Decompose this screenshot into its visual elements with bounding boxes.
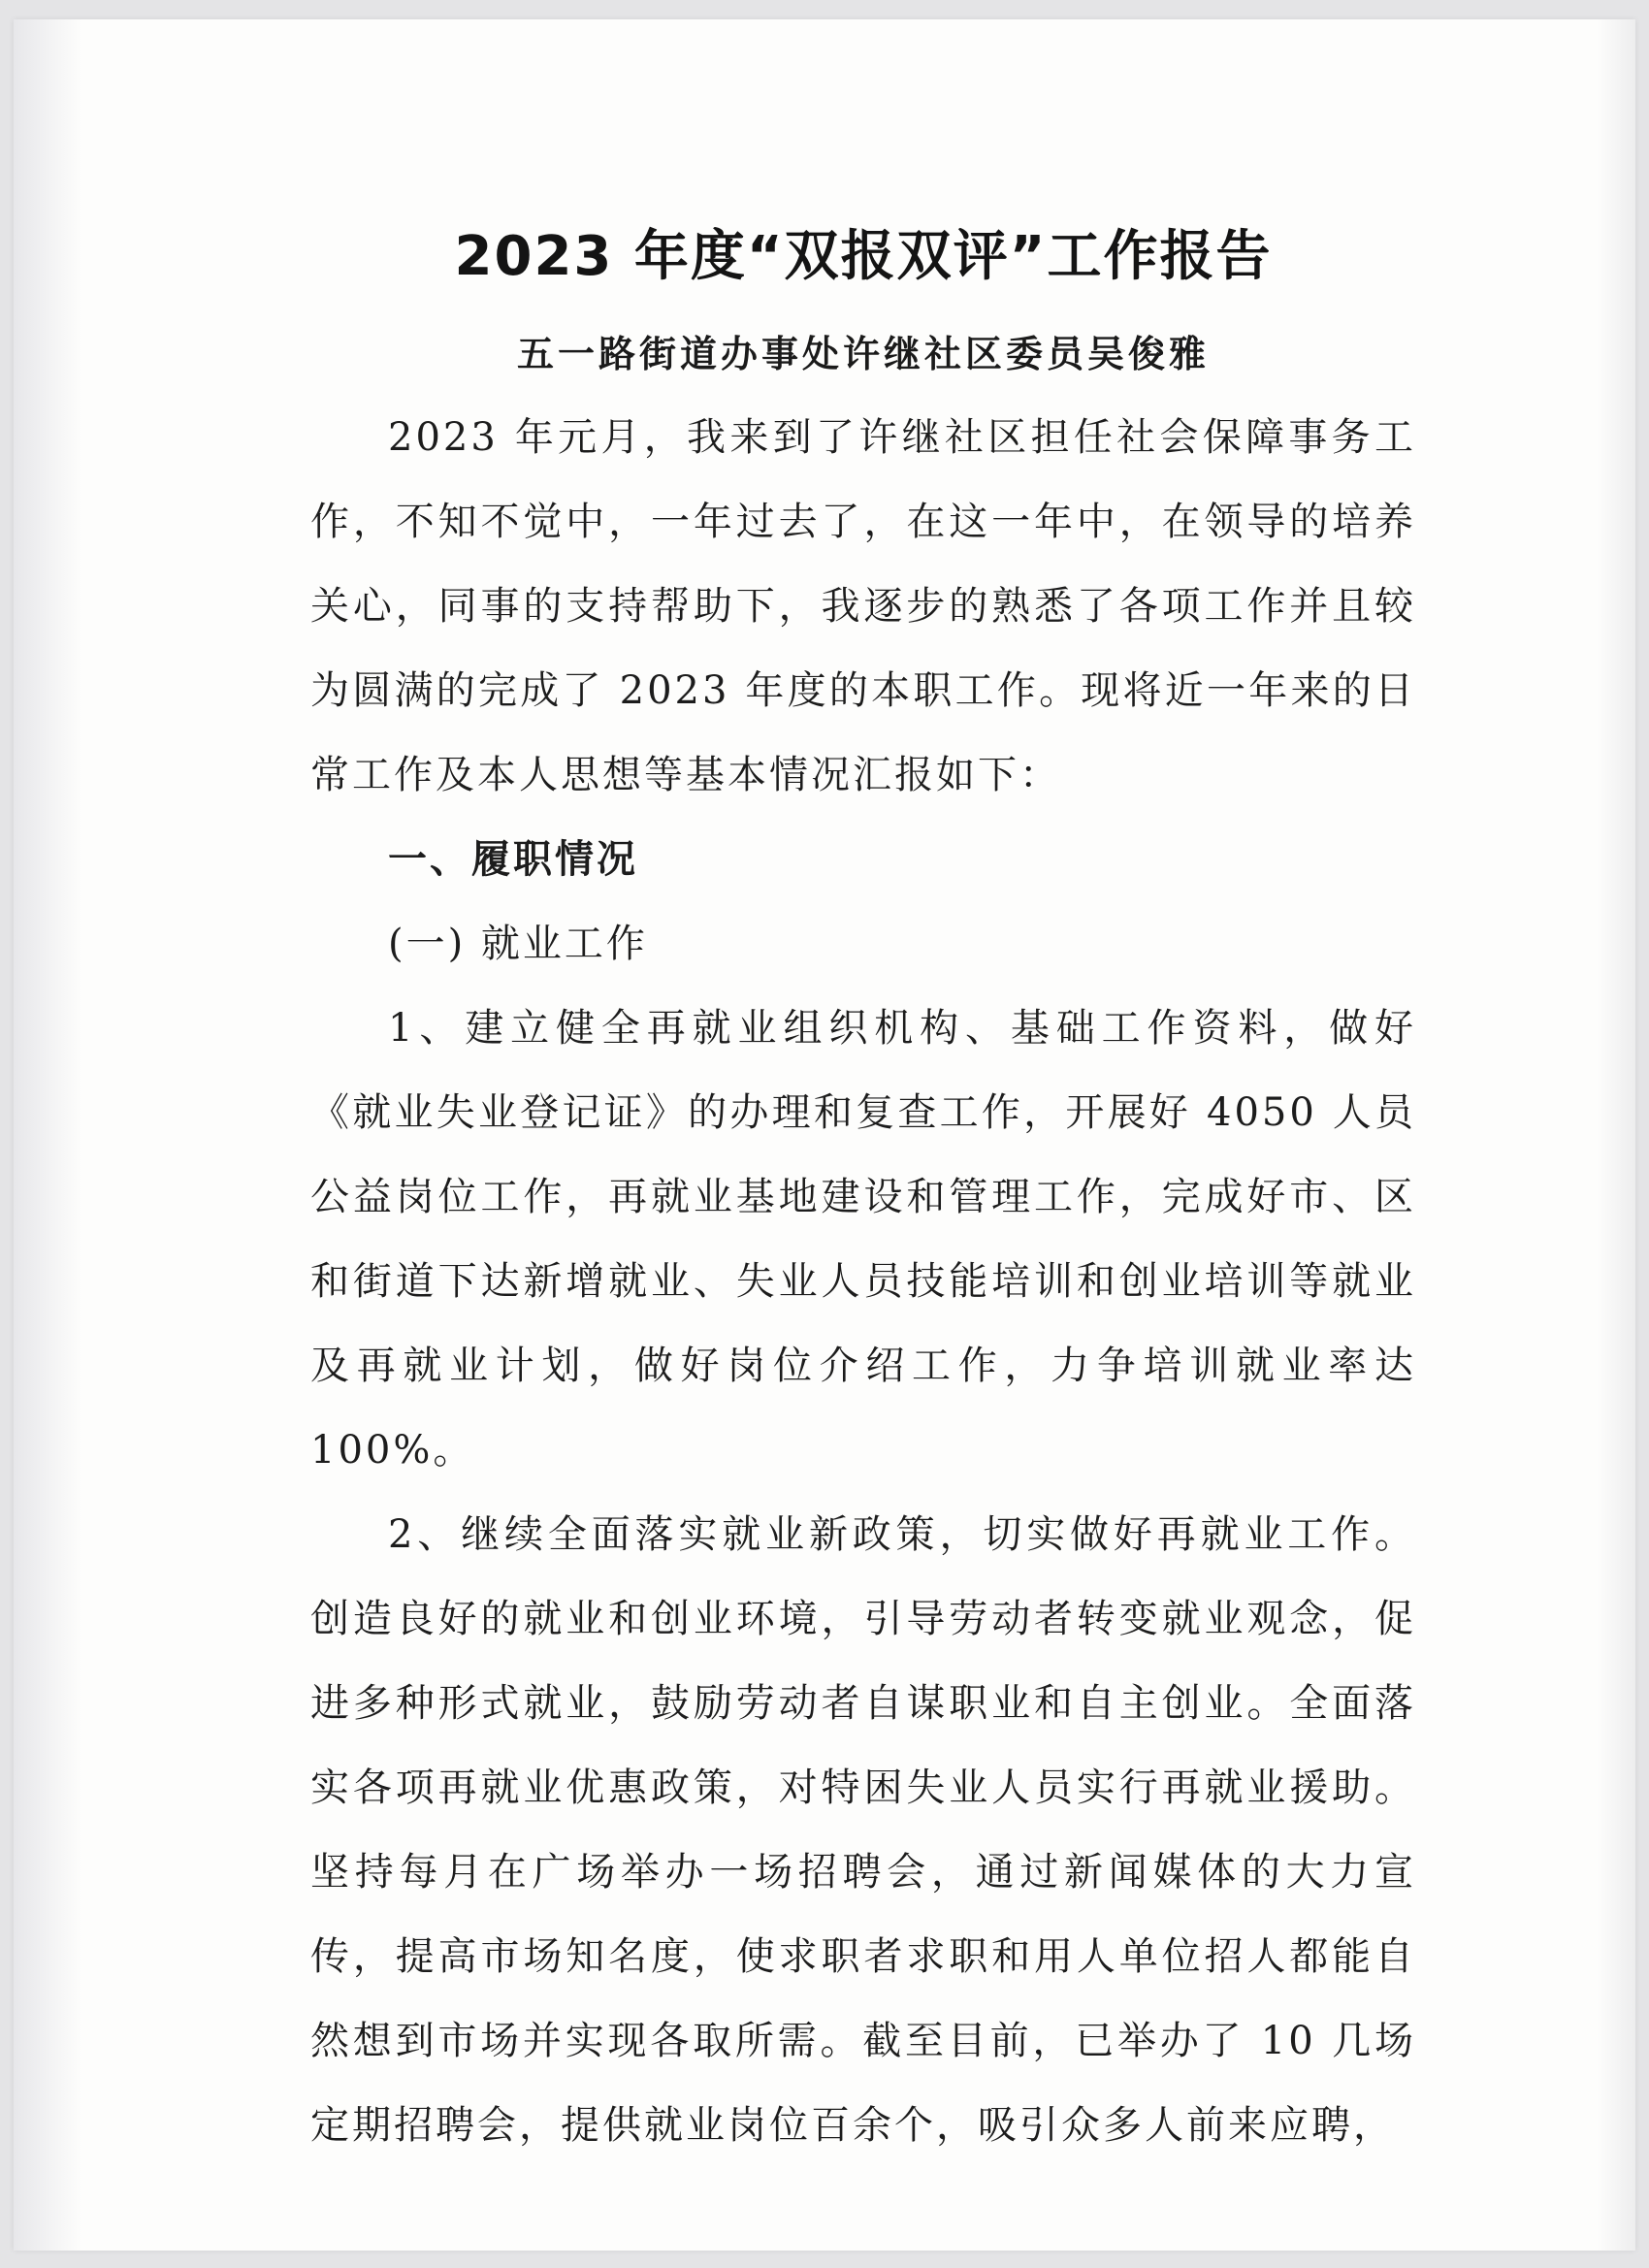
document-title: 2023 年度“双报双评”工作报告: [454, 225, 1273, 288]
section-heading-duty: 一、履职情况: [388, 837, 638, 882]
document-page: [14, 19, 1635, 2251]
intro-paragraph: 2023 年元月，我来到了许继社区担任社会保障事务工作，不知不觉中，一年过去了，在这一年中，在领导的培养关心，同事的支持帮助下，我逐步的熟悉了各项工作并且较为圆满的完成了 2023 年度的本职工作。现将近一年来的日常工作及本人思想等基本情况汇报如下：: [310, 415, 1416, 797]
scan-left-shadow: [14, 19, 81, 2251]
subsection-heading-employment: (一) 就业工作: [388, 922, 648, 966]
document-body: [310, 396, 1416, 2168]
employment-item-2: 2、继续全面落实就业新政策，切实做好再就业工作。创造良好的就业和创业环境，引导劳动者转变就业观念，促进多种形式就业，鼓励劳动者自谋职业和自主创业。全面落实各项再就业优惠政策，对特困失业人员实行再就业援助。坚持每月在广场举办一场招聘会，通过新闻媒体的大力宣传，提高市场知名度，使求职者求职和用人单位招人都能自然想到市场并实现各取所需。截至目前，已举办了 10 几场定期招聘会，提供就业岗位百余个，吸引众多人前来应聘，: [310, 1512, 1416, 2148]
employment-item-1: 1、建立健全再就业组织机构、基础工作资料，做好《就业失业登记证》的办理和复查工作，开展好 4050 人员公益岗位工作，再就业基地建设和管理工作，完成好市、区和街道下达新增就业、失业人员技能培训和创业培训等就业及再就业计划，做好岗位介绍工作，力争培训就业率达 100%。: [310, 1006, 1416, 1473]
document-subtitle: 五一路街道办事处许继社区委员吴俊雅: [516, 333, 1210, 375]
scan-right-shadow: [1597, 19, 1635, 2251]
